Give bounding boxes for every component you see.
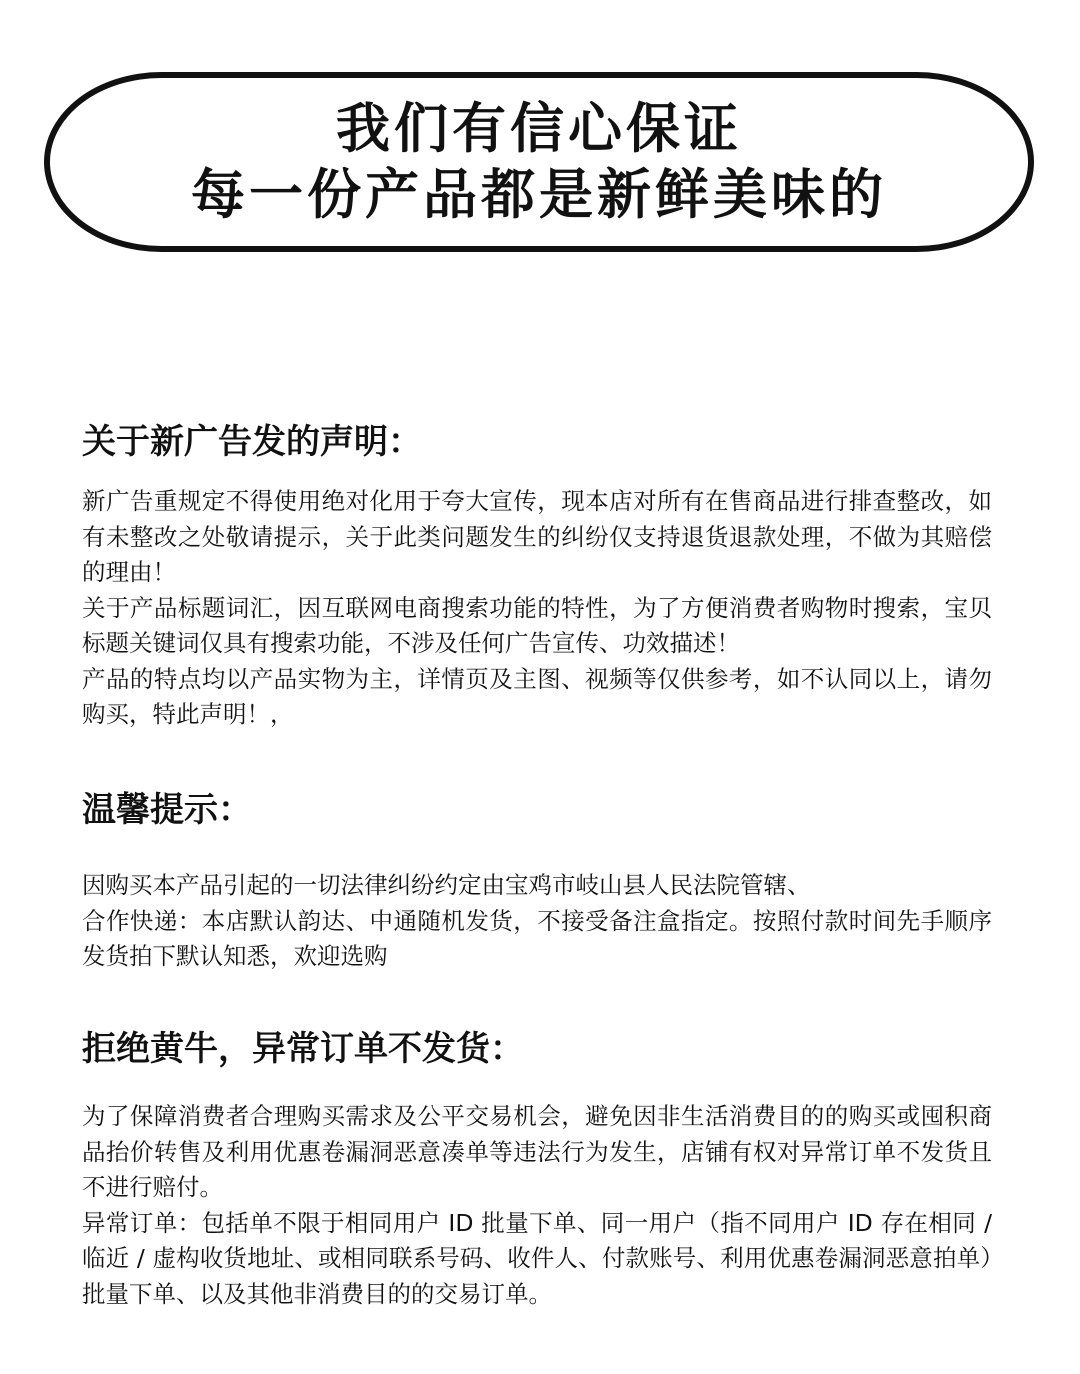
section-ad-law-statement [82, 420, 992, 733]
section-heading: 温馨提示： [82, 790, 252, 830]
paragraph: 产品的特点均以产品实物为主，详情页及主图、视频等仅供参考，如不认同以上，请勿购买，特此声明！， [82, 664, 992, 728]
section-heading: 拒绝黄牛，异常订单不发货： [82, 1029, 524, 1069]
paragraph: 异常订单：包括单不限于相同用户 ID 批量下单、同一用户（指不同用户 ID 存在相同 / 临近 / 虚构收货地址、或相同联系号码、收件人、付款账号、利用优惠卷漏洞恶意拍单）批量下单、以及其他非消费目的的交易订单。 [82, 1208, 992, 1308]
section-heading: 关于新广告发的声明： [82, 422, 422, 462]
section-abnormal-orders [82, 1027, 992, 1312]
paragraph: 新广告重规定不得使用绝对化用于夸大宣传，现本店对所有在售商品进行排查整改，如有未整改之处敬请提示，关于此类问题发生的纠纷仅支持退货退款处理，不做为其赔偿的理由！ [82, 487, 992, 586]
section-body [82, 868, 992, 975]
paragraph: 为了保障消费者合理购买需求及公平交易机会，避免因非生活消费目的的购买或囤积商品抬价转售及利用优惠卷漏洞恶意凑单等违法行为发生，店铺有权对异常订单不发货且不进行赔付。 [82, 1102, 992, 1201]
section-body [82, 1099, 992, 1312]
paragraph: 因购买本产品引起的一切法律纠纷约定由宝鸡市岐山县人民法院管辖、 [82, 871, 811, 899]
section-body [82, 484, 992, 733]
section-warm-reminder [82, 788, 992, 975]
banner-line-1: 我们有信心保证 [336, 97, 742, 160]
paragraph: 关于产品标题词汇，因互联网电商搜索功能的特性，为了方便消费者购物时搜索，宝贝标题关键词仅具有搜索功能，不涉及任何广告宣传、功效描述！ [82, 593, 992, 657]
headline-banner [44, 72, 1034, 252]
banner-line-2: 每一份产品都是新鲜美味的 [191, 163, 887, 226]
paragraph: 合作快递：本店默认韵达、中通随机发货，不接受备注盒指定。按照付款时间先手顺序发货拍下默认知悉，欢迎选购 [82, 906, 992, 970]
